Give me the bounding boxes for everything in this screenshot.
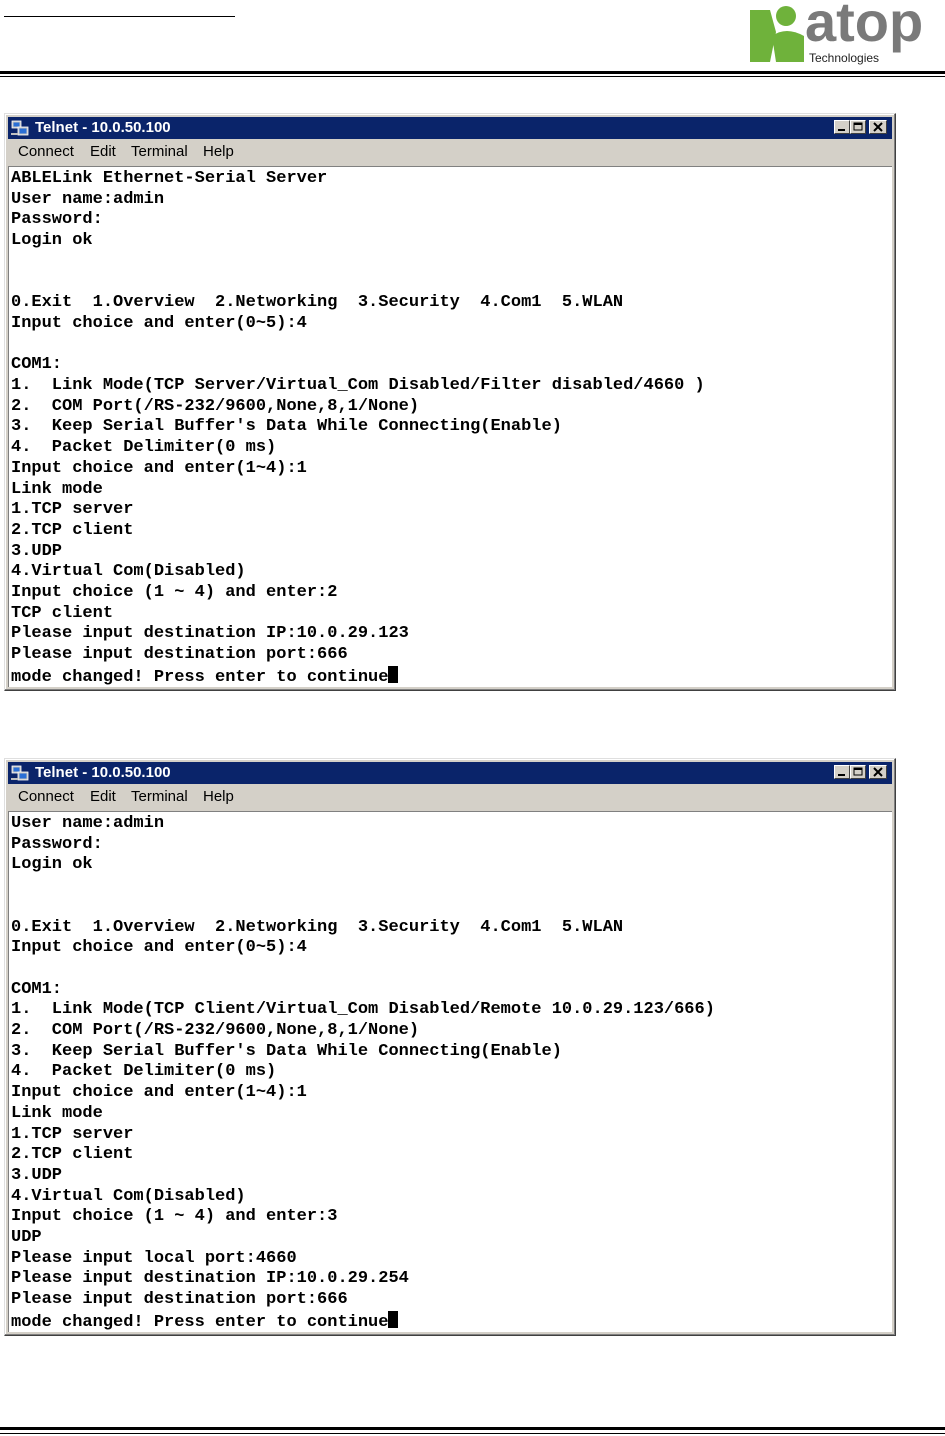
terminal-line: Input choice and enter(0~5):4 xyxy=(11,313,307,333)
terminal-line: TCP client xyxy=(11,603,114,623)
terminal-line: 3. Keep Serial Buffer's Data While Connecting(Enable) xyxy=(11,417,562,437)
terminal-line: User name:admin xyxy=(11,189,165,209)
terminal-line: COM1: xyxy=(11,355,63,375)
telnet-app-icon[interactable] xyxy=(11,120,29,136)
terminal-line: Please input destination port:666 xyxy=(11,1290,348,1310)
terminal-output[interactable] xyxy=(8,811,892,1332)
header-rule xyxy=(0,71,945,74)
terminal-line: 1.TCP server xyxy=(11,1124,134,1144)
telnet-window xyxy=(4,758,896,1336)
telnet-app-icon[interactable] xyxy=(11,765,29,781)
terminal-line: 1. Link Mode(TCP Client/Virtual_Com Disabled/Remote 10.0.29.123/666) xyxy=(11,1000,715,1020)
terminal-line: ABLELink Ethernet-Serial Server xyxy=(11,169,328,188)
terminal-line: 4.Virtual Com(Disabled) xyxy=(11,562,246,582)
terminal-line: mode changed! Press enter to continue xyxy=(11,667,389,687)
header-short-rule xyxy=(4,16,235,17)
terminal-line: Please input destination IP:10.0.29.123 xyxy=(11,624,409,644)
maximize-icon xyxy=(851,121,865,133)
close-icon xyxy=(870,766,886,778)
terminal-line: Please input local port:4660 xyxy=(11,1248,297,1268)
window-title: Telnet - 10.0.50.100 xyxy=(35,764,171,781)
menu-bar xyxy=(8,786,892,808)
terminal-line: Input choice and enter(1~4):1 xyxy=(11,458,307,478)
terminal-line: 2. COM Port(/RS-232/9600,None,8,1/None) xyxy=(11,1021,420,1041)
title-bar[interactable] xyxy=(8,762,892,784)
terminal-line: Link mode xyxy=(11,479,103,499)
menu-edit[interactable]: Edit xyxy=(90,143,116,160)
close-button[interactable] xyxy=(869,765,887,779)
menu-bar xyxy=(8,141,892,163)
terminal-line: 1.TCP server xyxy=(11,500,134,520)
minimize-button[interactable] xyxy=(834,765,850,779)
terminal-line: 2.TCP client xyxy=(11,1145,134,1165)
minimize-button[interactable] xyxy=(834,120,850,134)
window-title: Telnet - 10.0.50.100 xyxy=(35,119,171,136)
terminal-line: 0.Exit 1.Overview 2.Networking 3.Security 4.Com1 5.WLAN xyxy=(11,917,624,937)
terminal-line: 1. Link Mode(TCP Server/Virtual_Com Disabled/Filter disabled/4660 ) xyxy=(11,376,705,396)
header-rule-thin xyxy=(0,76,945,77)
menu-edit[interactable]: Edit xyxy=(90,788,116,805)
terminal-line: 3. Keep Serial Buffer's Data While Connecting(Enable) xyxy=(11,1041,562,1061)
terminal-line: mode changed! Press enter to continue xyxy=(11,1312,389,1332)
terminal-line: Password: xyxy=(11,834,103,854)
terminal-line: Link mode xyxy=(11,1103,103,1123)
terminal-line: User name:admin xyxy=(11,814,165,833)
menu-connect[interactable]: Connect xyxy=(18,143,74,160)
close-button[interactable] xyxy=(869,120,887,134)
title-bar[interactable] xyxy=(8,117,892,139)
text-cursor xyxy=(388,1311,398,1328)
terminal-line: Input choice (1 ~ 4) and enter:2 xyxy=(11,583,338,603)
terminal-line: 3.UDP xyxy=(11,541,63,561)
maximize-button[interactable] xyxy=(850,765,866,779)
terminal-line: Input choice and enter(1~4):1 xyxy=(11,1083,307,1103)
terminal-line: Please input destination IP:10.0.29.254 xyxy=(11,1269,409,1289)
minimize-icon xyxy=(835,766,849,778)
logo-wordmark: atop xyxy=(805,0,924,53)
terminal-line: Login ok xyxy=(11,231,93,251)
logo-mark-icon xyxy=(746,2,808,64)
footer-rule xyxy=(0,1427,945,1430)
terminal-line: 2.TCP client xyxy=(11,520,134,540)
terminal-line: Login ok xyxy=(11,855,93,875)
terminal-output[interactable] xyxy=(8,166,892,687)
menu-terminal[interactable]: Terminal xyxy=(131,788,188,805)
text-cursor xyxy=(388,666,398,683)
terminal-line: 4. Packet Delimiter(0 ms) xyxy=(11,438,277,458)
telnet-window xyxy=(4,113,896,691)
terminal-text xyxy=(9,812,892,1332)
maximize-icon xyxy=(851,766,865,778)
terminal-text xyxy=(9,167,892,687)
terminal-line: 4.Virtual Com(Disabled) xyxy=(11,1186,246,1206)
terminal-line: COM1: xyxy=(11,979,63,999)
terminal-line: Input choice (1 ~ 4) and enter:3 xyxy=(11,1207,338,1227)
logo-tagline: Technologies xyxy=(809,51,880,65)
terminal-line: UDP xyxy=(11,1228,42,1248)
menu-terminal[interactable]: Terminal xyxy=(131,143,188,160)
menu-help[interactable]: Help xyxy=(203,788,234,805)
terminal-line: Password: xyxy=(11,210,103,230)
maximize-button[interactable] xyxy=(850,120,866,134)
close-icon xyxy=(870,121,886,133)
minimize-icon xyxy=(835,121,849,133)
footer-rule-thin xyxy=(0,1433,945,1434)
atop-logo xyxy=(746,0,945,66)
menu-connect[interactable]: Connect xyxy=(18,788,74,805)
terminal-line: 0.Exit 1.Overview 2.Networking 3.Security 4.Com1 5.WLAN xyxy=(11,293,624,313)
terminal-line: Input choice and enter(0~5):4 xyxy=(11,938,307,958)
menu-help[interactable]: Help xyxy=(203,143,234,160)
terminal-line: 4. Packet Delimiter(0 ms) xyxy=(11,1062,277,1082)
terminal-line: Please input destination port:666 xyxy=(11,645,348,665)
terminal-line: 3.UDP xyxy=(11,1165,63,1185)
terminal-line: 2. COM Port(/RS-232/9600,None,8,1/None) xyxy=(11,396,420,416)
